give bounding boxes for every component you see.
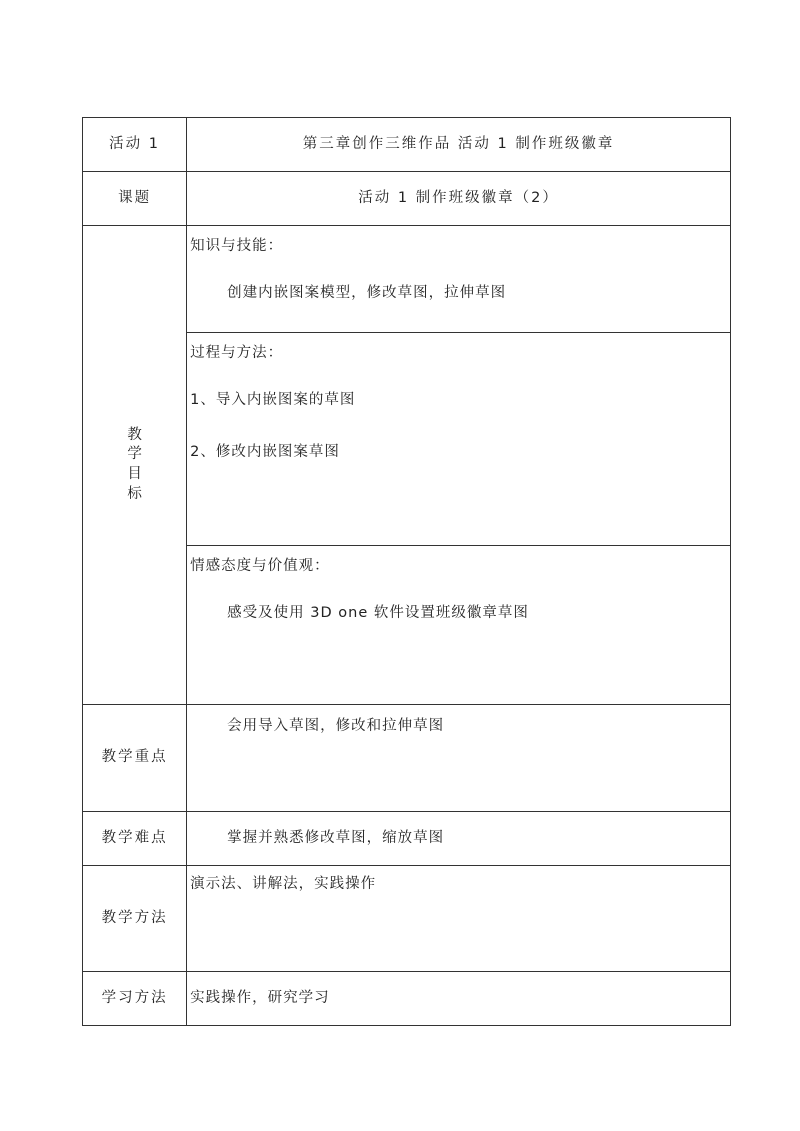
difficulties-label: 教学难点 — [101, 829, 168, 846]
emotion-title: 情感态度与价值观： — [190, 558, 330, 574]
difficulties-label-cell — [83, 812, 187, 866]
activity-label: 活动 1 — [109, 135, 160, 152]
activity-content-cell — [187, 118, 731, 172]
lesson-plan-table — [82, 117, 731, 1026]
process-item: 1、导入内嵌图案的草图 — [190, 392, 356, 409]
topic-label: 课题 — [118, 189, 152, 206]
process-title: 过程与方法： — [190, 345, 284, 361]
teaching-methods-cell — [187, 866, 731, 972]
difficulties-text: 掌握并熟悉修改草图，缩放草图 — [227, 829, 445, 846]
key-points-label-cell — [83, 705, 187, 812]
table-row-study-methods — [83, 972, 731, 1026]
study-methods-cell — [187, 972, 731, 1026]
objectives-label: 教学目标 — [127, 426, 142, 502]
topic-label-cell — [83, 172, 187, 226]
knowledge-cell — [187, 226, 731, 333]
key-points-text: 会用导入草图，修改和拉伸草图 — [227, 718, 445, 734]
process-item: 2、修改内嵌图案草图 — [190, 443, 340, 460]
table-row-knowledge — [83, 226, 731, 333]
study-methods-text: 实践操作，研究学习 — [190, 989, 330, 1006]
objectives-label-cell — [83, 226, 187, 705]
topic-content-cell — [187, 172, 731, 226]
teaching-methods-label: 教学方法 — [101, 909, 168, 926]
knowledge-text: 创建内嵌图案模型，修改草图，拉伸草图 — [227, 285, 507, 302]
teaching-methods-text: 演示法、讲解法，实践操作 — [190, 876, 377, 892]
emotion-cell — [187, 546, 731, 705]
table-row-difficulties — [83, 812, 731, 866]
emotion-text: 感受及使用 3D one 软件设置班级徽章草图 — [227, 605, 529, 622]
process-cell — [187, 333, 731, 546]
key-points-cell — [187, 705, 731, 812]
topic-content: 活动 1 制作班级徽章（2） — [358, 189, 559, 206]
table-row-topic — [83, 172, 731, 226]
teaching-methods-label-cell — [83, 866, 187, 972]
table-row-teaching-methods — [83, 866, 731, 972]
difficulties-cell — [187, 812, 731, 866]
table-row-activity — [83, 118, 731, 172]
table-row-key-points — [83, 705, 731, 812]
study-methods-label: 学习方法 — [101, 989, 168, 1006]
study-methods-label-cell — [83, 972, 187, 1026]
knowledge-title: 知识与技能： — [190, 238, 284, 254]
key-points-label: 教学重点 — [101, 749, 168, 766]
activity-label-cell — [83, 118, 187, 172]
activity-content: 第三章创作三维作品 活动 1 制作班级徽章 — [302, 135, 615, 152]
